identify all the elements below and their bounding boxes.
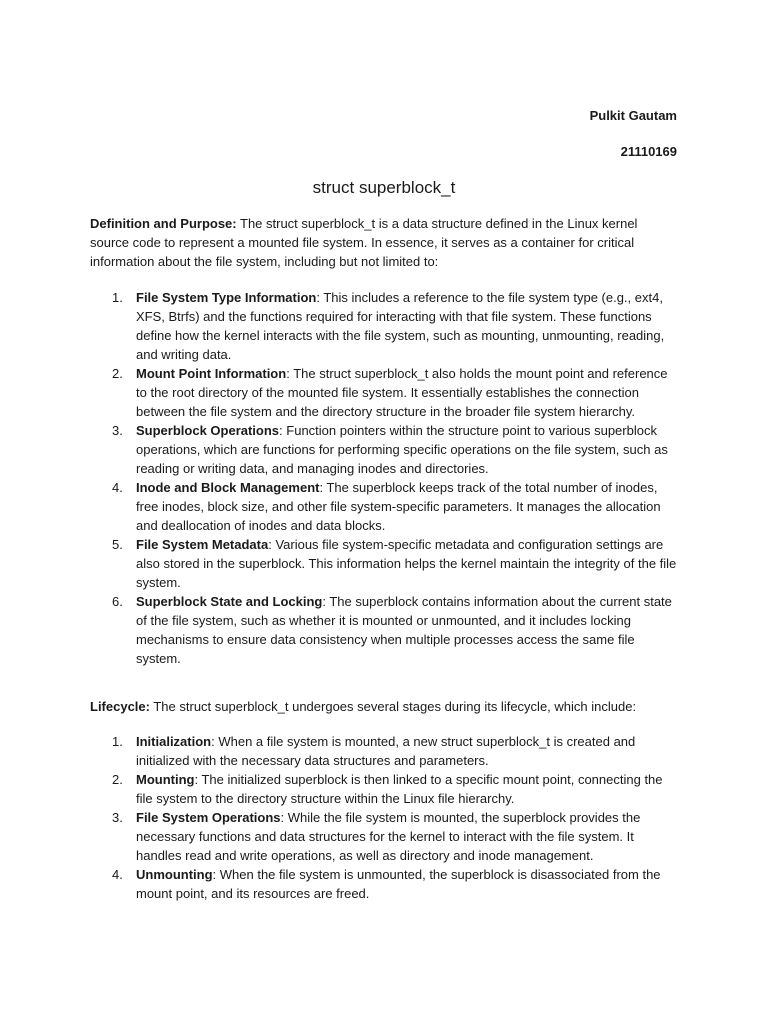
list-item-text: : When the file system is unmounted, the superblock is disassociated from the mount point, and its resources are freed. [136, 867, 661, 901]
list-item [90, 288, 680, 364]
list-item-number: 5. [112, 537, 123, 552]
list-item [90, 808, 680, 865]
document-title: struct superblock_t [312, 178, 456, 197]
list-item [90, 592, 680, 668]
list-item-term: File System Operations [136, 810, 281, 825]
list-item-text: : The superblock keeps track of the total number of inodes, free inodes, block size, and other file system-specific parameters. It manages the allocation and deallocation of inodes and data blocks. [136, 480, 661, 533]
list-item-term: File System Metadata [136, 537, 269, 552]
definition-list [90, 288, 680, 668]
list-item-term: Mount Point Information [136, 366, 287, 381]
list-item [90, 478, 680, 535]
list-item [90, 865, 680, 903]
list-item-number: 2. [112, 772, 123, 787]
definition-text: The struct superblock_t is a data structure defined in the Linux kernel source code to represent a mounted file system. In essence, it serves as a container for critical information about the file system, including but not limited to: [90, 216, 638, 269]
author-name: Pulkit Gautam [589, 108, 677, 123]
list-item [90, 364, 680, 421]
list-item-number: 6. [112, 594, 123, 609]
list-item-term: Superblock State and Locking [136, 594, 323, 609]
list-item-number: 4. [112, 480, 123, 495]
list-item-text: : While the file system is mounted, the superblock provides the necessary functions and data structures for the kernel to interact with the file system. It handles read and write operations, as well as directory and inode management. [136, 810, 641, 863]
list-item [90, 421, 680, 478]
definition-label: Definition and Purpose: [90, 216, 237, 231]
list-item-number: 1. [112, 290, 123, 305]
list-item-text: : Various file system-specific metadata and configuration settings are also stored in the superblock. This information helps the kernel maintain the integrity of the file system. [136, 537, 677, 590]
list-item-term: Unmounting [136, 867, 213, 882]
list-item-term: Mounting [136, 772, 195, 787]
roll-number: 21110169 [620, 144, 677, 159]
lifecycle-text: The struct superblock_t undergoes several stages during its lifecycle, which include: [149, 699, 637, 714]
definition-paragraph [90, 214, 680, 271]
list-item [90, 770, 680, 808]
list-item-text: : When a file system is mounted, a new struct superblock_t is created and initialized with the necessary data structures and parameters. [136, 734, 636, 768]
lifecycle-paragraph [90, 697, 680, 716]
list-item-term: Superblock Operations [136, 423, 280, 438]
list-item-text: : The superblock contains information about the current state of the file system, such as whether it is mounted or unmounted, and it includes locking mechanisms to ensure data consistency when multiple processes access the same file system. [136, 594, 672, 666]
lifecycle-list [90, 732, 680, 903]
list-item-term: Initialization [136, 734, 212, 749]
list-item-number: 1. [112, 734, 123, 749]
list-item-number: 3. [112, 423, 123, 438]
lifecycle-label: Lifecycle: [90, 699, 150, 714]
list-item-text: : The initialized superblock is then linked to a specific mount point, connecting the file system to the directory structure within the Linux file hierarchy. [136, 772, 663, 806]
list-item-number: 4. [112, 867, 123, 882]
list-item-term: File System Type Information [136, 290, 317, 305]
list-item-term: Inode and Block Management [136, 480, 320, 495]
list-item [90, 535, 680, 592]
list-item-text: : Function pointers within the structure point to various superblock operations, which are functions for performing specific operations on the file system, such as reading or writing data, and managing inodes and directories. [136, 423, 668, 476]
list-item [90, 732, 680, 770]
list-item-text: : The struct superblock_t also holds the mount point and reference to the root directory of the mounted file system. It essentially establishes the connection between the file system and the directory structure in the broader file system hierarchy. [136, 366, 668, 419]
list-item-number: 2. [112, 366, 123, 381]
list-item-text: : This includes a reference to the file system type (e.g., ext4, XFS, Btrfs) and the functions required for interacting with that file system. These functions define how the kernel interacts with the file system, such as mounting, unmounting, reading, and writing data. [136, 290, 665, 362]
list-item-number: 3. [112, 810, 123, 825]
